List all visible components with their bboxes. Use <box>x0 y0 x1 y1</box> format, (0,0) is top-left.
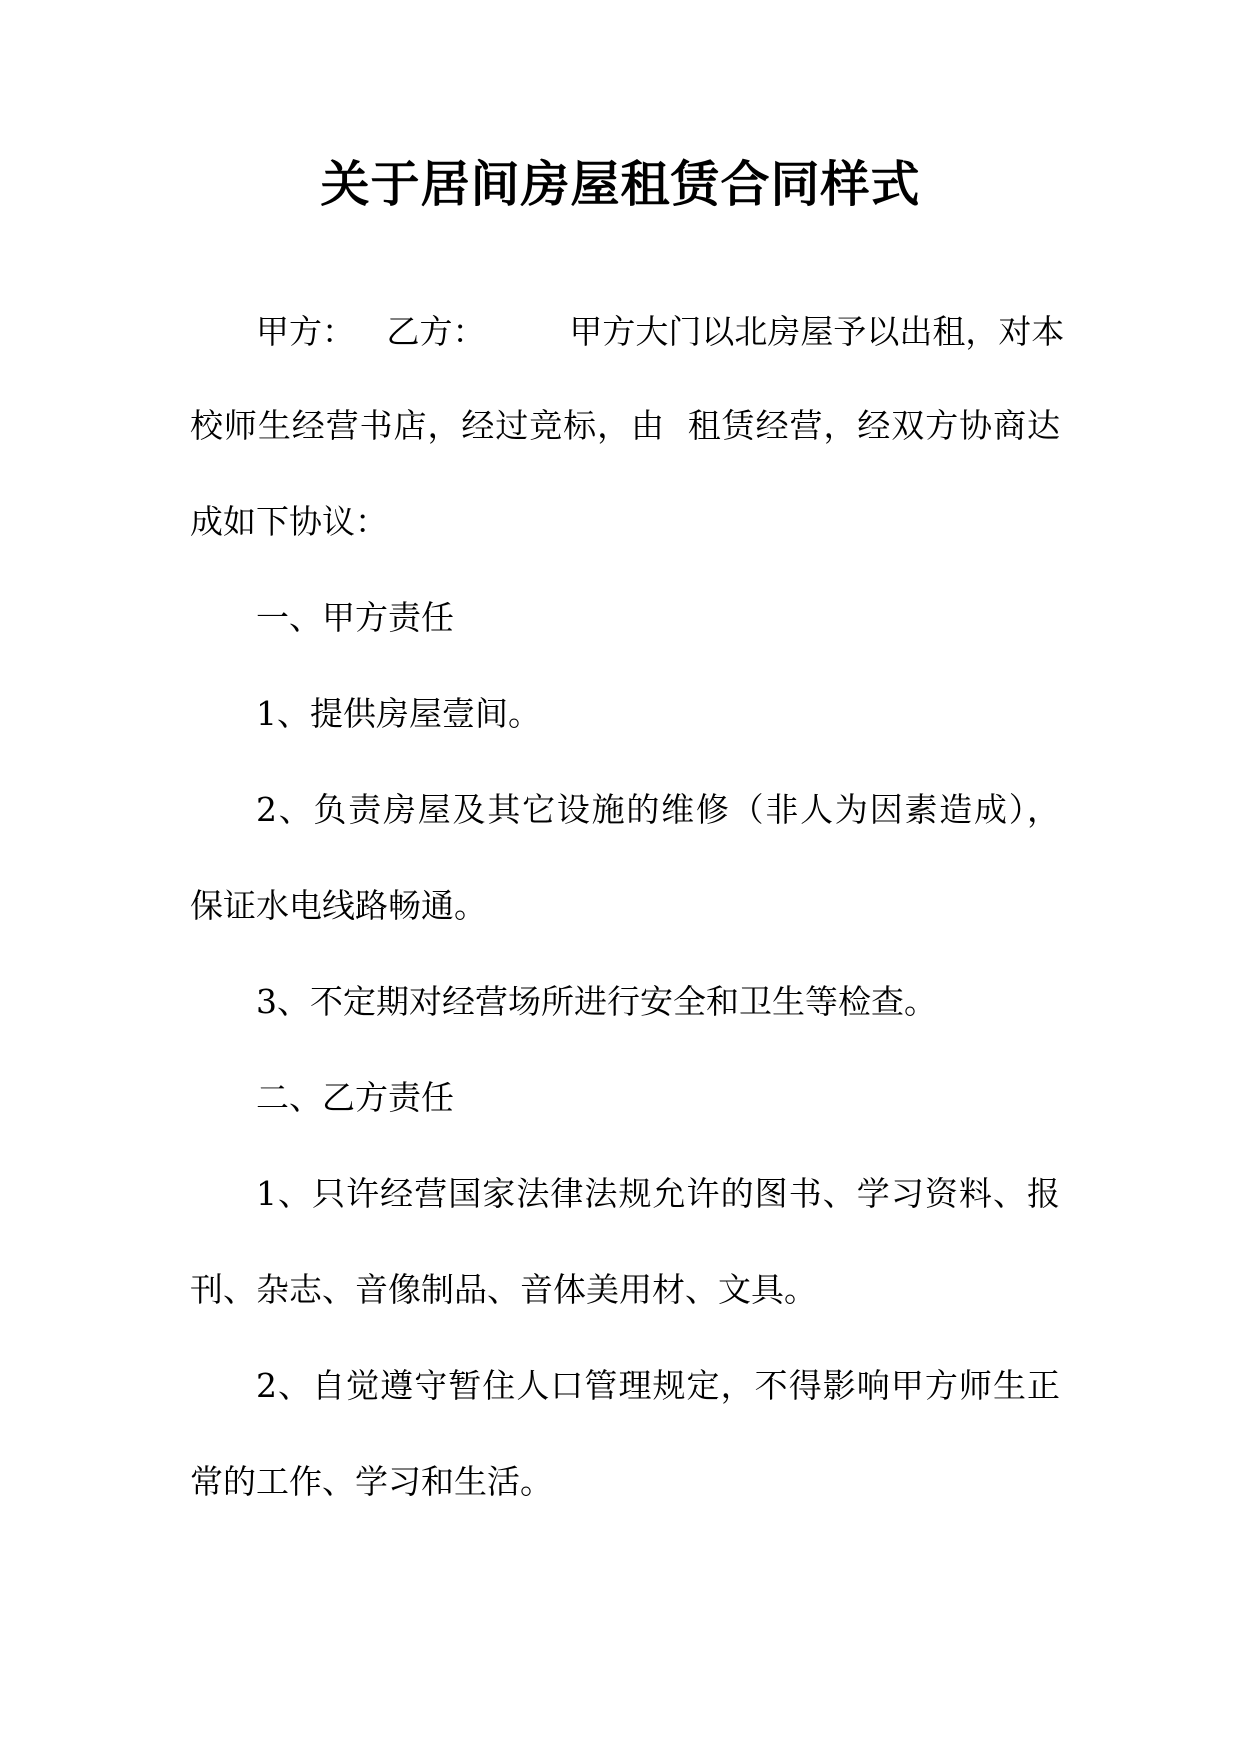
paragraph-line: 成如下协议： <box>190 502 388 541</box>
section-heading: 二、乙方责任 <box>256 1078 454 1117</box>
list-item: 2、负责房屋及其它设施的维修（非人为因素造成）， <box>256 790 1060 829</box>
list-item: 2、自觉遵守暂住人口管理规定，不得影响甲方师生正 <box>256 1366 1060 1405</box>
paragraph-line: 甲方： 乙方： 甲方大门以北房屋予以出租，对本 <box>256 312 1065 351</box>
list-item-continuation: 保证水电线路畅通。 <box>190 886 487 925</box>
list-item-continuation: 刊、杂志、音像制品、音体美用材、文具。 <box>190 1270 817 1309</box>
document-title: 关于居间房屋租赁合同样式 <box>320 156 921 213</box>
list-item: 1、只许经营国家法律法规允许的图书、学习资料、报 <box>256 1174 1060 1213</box>
paragraph-line: 校师生经营书店，经过竞标，由 租赁经营，经双方协商达 <box>190 406 1060 445</box>
list-item: 3、不定期对经营场所进行安全和卫生等检查。 <box>256 982 937 1021</box>
section-heading: 一、甲方责任 <box>256 598 454 637</box>
list-item: 1、提供房屋壹间。 <box>256 694 541 733</box>
list-item-continuation: 常的工作、学习和生活。 <box>190 1462 553 1501</box>
